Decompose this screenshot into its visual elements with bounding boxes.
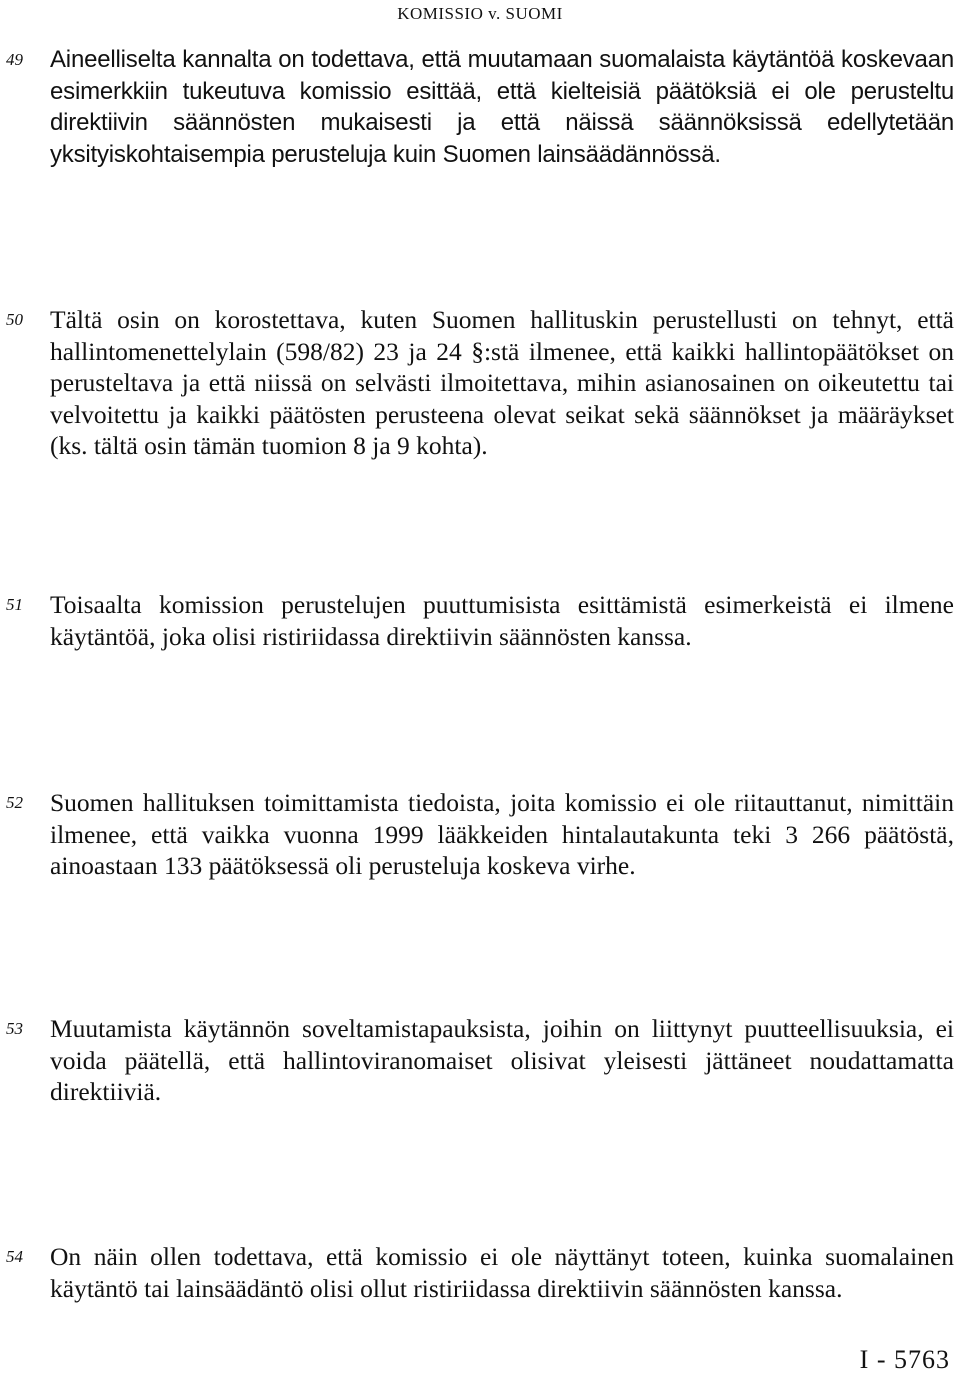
running-header: KOMISSIO v. SUOMI [397,4,563,23]
paragraph-number: 53 [6,1019,23,1038]
paragraph-text: Tältä osin on korostettava, kuten Suomen hallituskin perustellusti on tehnyt, että hallintomenettelylain (598/82) 23 ja 24 §:stä ilmenee, että kaikki hallintopäätökset on perusteltava ja että niissä on selvästi ilmoitettava, mihin asianosainen on oikeutettu tai velvoitettu ja kaikki päätösten perusteena olevat seikat sekä säännökset ja määräykset (ks. tältä osin tämän tuomion 8 ja 9 kohta). [50,305,954,460]
paragraph-number: 50 [6,310,23,329]
paragraph-text: Toisaalta komission perustelujen puuttumisista esittämistä esimerkeistä ei ilmene käytäntöä, joka olisi ristiriidassa direktiivin säännösten kanssa. [50,590,954,651]
paragraph-text: Suomen hallituksen toimittamista tiedoista, joita komissio ei ole riitauttanut, nimittäin ilmenee, että vaikka vuonna 1999 lääkkeiden hintalautakunta teki 3 266 päätöstä, ainoastaan 133 päätöksessä oli perusteluja koskeva virhe. [50,788,954,880]
paragraph-number: 51 [6,595,23,614]
paragraph-number: 54 [6,1247,23,1266]
paragraph-number: 49 [6,50,23,69]
paragraph-number: 52 [6,793,23,812]
page-number: I - 5763 [859,1345,950,1374]
paragraph-text: On näin ollen todettava, että komissio ei ole näyttänyt toteen, kuinka suomalainen käytäntö tai lainsäädäntö olisi ollut ristiriidassa direktiivin säännösten kanssa. [50,1242,954,1303]
paragraph-text: Muutamista käytännön soveltamistapauksista, joihin on liittynyt puutteellisuuksia, ei voida päätellä, että hallintoviranomaiset olisivat yleisesti jättäneet noudattamatta direktiiviä. [50,1014,954,1106]
paragraph-text: Aineelliselta kannalta on todettava, että muutamaan suomalaista käytäntöä koskevaan esimerkkiin tukeutuva komissio esittää, että kielteisiä päätöksiä ei ole perusteltu direktiivin säännösten mukaisesti ja että näissä säännöksissä edellytetään yksityiskohtaisempia perusteluja kuin Suomen lainsäädännössä. [50,46,954,168]
